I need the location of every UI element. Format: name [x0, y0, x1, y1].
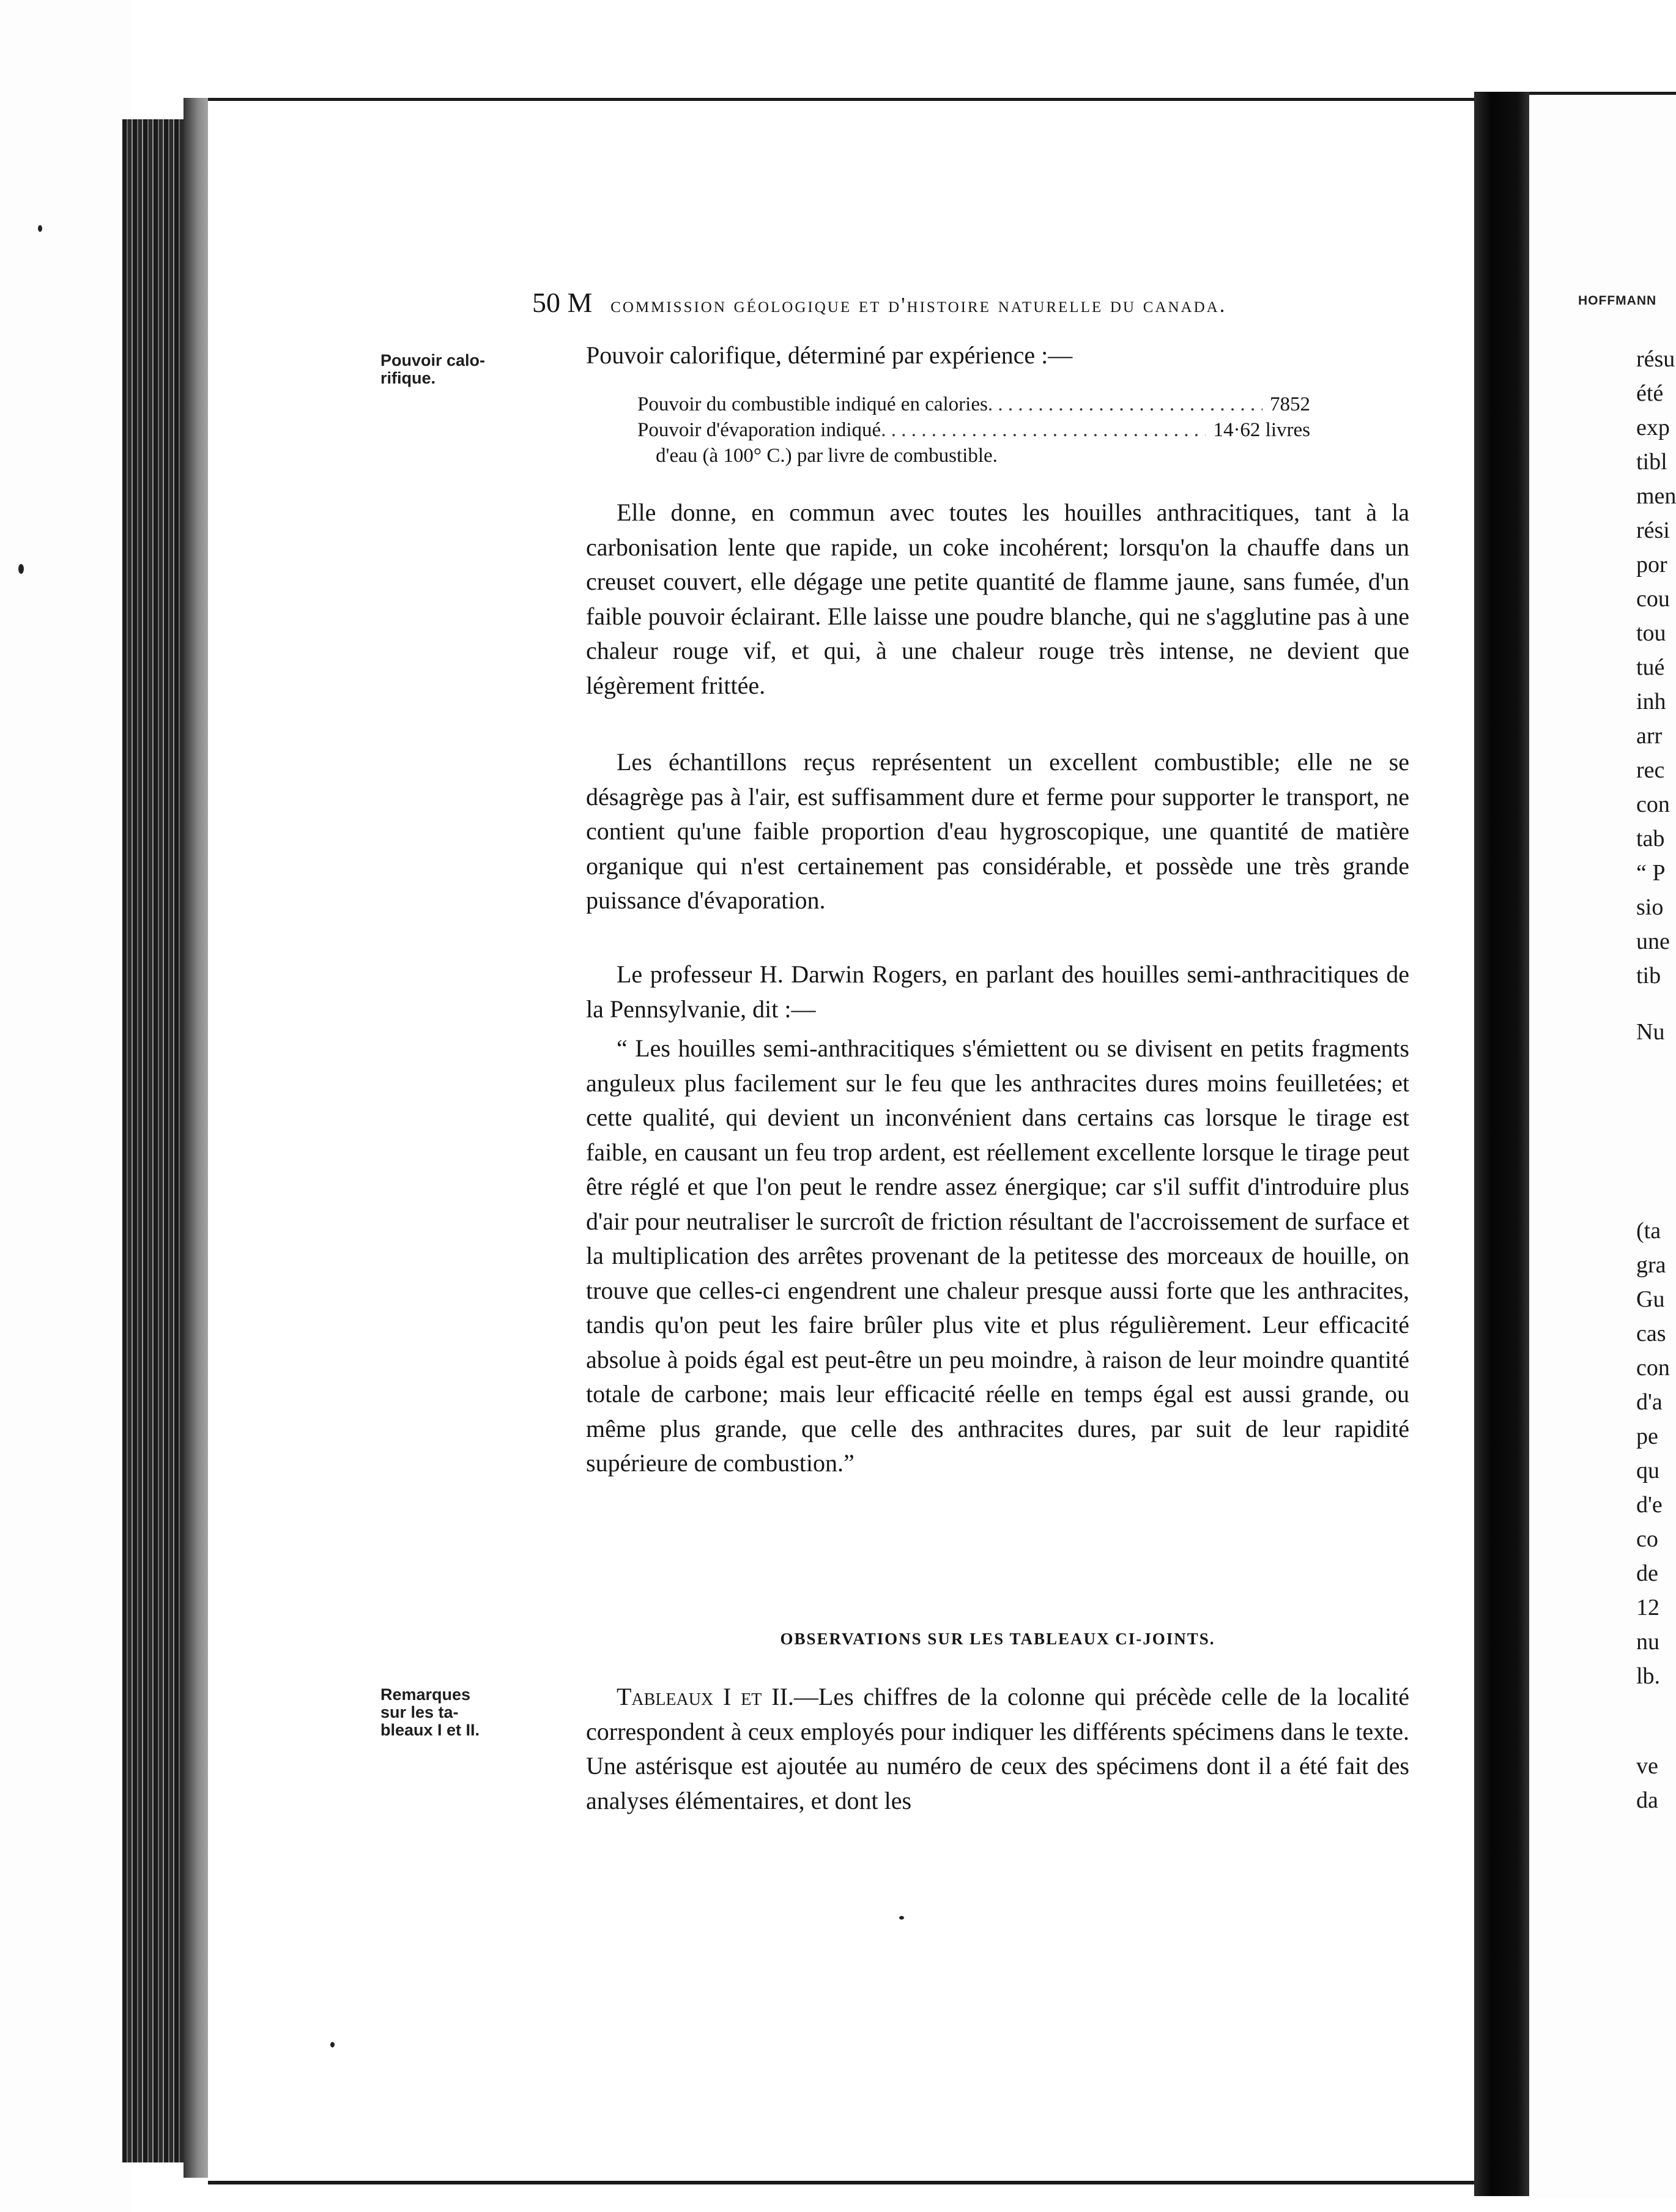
- right-page-fragment: de: [1636, 1561, 1658, 1586]
- right-page-fragment: tué: [1636, 655, 1665, 680]
- paragraph-text: —Les chiffres de la colonne qui précède celle de la localité correspondent à ceux employés pour indiquer les différents spécimens dans le texte. Une astérisque est ajoutée au numéro de ceux des spécimens dont il a été fait des analyses élémentaires, et dont les: [586, 1683, 1409, 1814]
- right-page-fragment: nu: [1636, 1629, 1659, 1655]
- right-page-fragment: (ta: [1636, 1218, 1661, 1244]
- right-page-fragment: lb.: [1636, 1663, 1661, 1689]
- tech-value: 14·62 livres: [1213, 419, 1310, 441]
- section-heading: OBSERVATIONS SUR LES TABLEAUX CI-JOINTS.: [780, 1630, 1215, 1648]
- right-page: [1529, 92, 1676, 2199]
- right-page-fragment: une: [1636, 929, 1670, 954]
- running-title: commission géologique et d'histoire naturelle du canada.: [610, 293, 1227, 317]
- leader-dots: [988, 392, 1263, 417]
- right-page-fragment: por: [1636, 552, 1667, 577]
- right-page-fragment: sio: [1636, 894, 1664, 920]
- scan-speck: [38, 225, 42, 232]
- paragraph-rogers: Le professeur H. Darwin Rogers, en parlant des houilles semi-anthracitiques de la Pennsylvanie, dit :—: [586, 960, 1409, 1023]
- right-page-fragment: da: [1636, 1787, 1658, 1813]
- running-head: [532, 286, 1382, 319]
- right-page-fragment: exp: [1636, 415, 1670, 440]
- right-page-fragment: cas: [1636, 1321, 1666, 1346]
- right-page-fragment: résu: [1636, 346, 1675, 372]
- right-page-fragment: co: [1636, 1526, 1658, 1552]
- right-page-fragment: con: [1636, 792, 1670, 817]
- intro-line: Pouvoir calorifique, déterminé par expérience :—: [586, 341, 1073, 369]
- book-spine: [122, 119, 190, 2162]
- paragraph-tableaux: [586, 1680, 1409, 1818]
- right-page-fragment: été: [1636, 380, 1664, 406]
- margin-note-remarques: Remarques sur les ta- bleaux I et II.: [380, 1685, 480, 1739]
- right-page-fragment: d'e: [1636, 1492, 1663, 1518]
- right-page-fragment: 12: [1636, 1595, 1659, 1620]
- margin-note-pouvoir: Pouvoir calo- rifique.: [380, 351, 486, 387]
- right-page-fragment: men: [1636, 483, 1676, 509]
- tech-row-continuation: [637, 443, 1310, 469]
- paragraph-coke: Elle donne, en commun avec toutes les houilles anthracitiques, tant à la carbonisation lente que rapide, un coke incohérent; lorsqu'on la chauffe dans un creuset couvert, elle dégage une petite quantité de flamme jaune, sans fumée, d'un faible pouvoir éclairant. Elle laisse une poudre blanche, qui ne s'agglutine pas à une chaleur rouge vif, et qui, à une chaleur rouge très intense, ne devient que légèrement frittée.: [586, 499, 1409, 699]
- page-number: 50 M: [532, 287, 593, 318]
- tech-label: Pouvoir du combustible indiqué en calories: [637, 393, 988, 415]
- right-page-fragment: gra: [1636, 1252, 1666, 1278]
- right-page-fragment: Nu: [1636, 1019, 1665, 1045]
- scan-speck: [18, 564, 24, 574]
- right-page-fragment: ve: [1636, 1753, 1658, 1779]
- gutter-shadow: [1474, 92, 1532, 2196]
- leader-dots: [881, 417, 1206, 443]
- right-page-fragment: pe: [1636, 1423, 1658, 1449]
- right-page-fragment: tou: [1636, 620, 1666, 646]
- tech-label: d'eau (à 100° C.) par livre de combustible.: [656, 445, 998, 467]
- scan-speck: [899, 1916, 904, 1920]
- paragraph-lead: Tableaux I et II.: [617, 1683, 794, 1710]
- right-page-fragment: cou: [1636, 586, 1670, 612]
- right-page-fragment: con: [1636, 1355, 1670, 1381]
- right-page-fragment: qu: [1636, 1458, 1659, 1483]
- right-page-fragment: tibl: [1636, 449, 1667, 475]
- right-page-fragment: rési: [1636, 518, 1670, 543]
- right-page-fragment: Gu: [1636, 1286, 1665, 1312]
- paragraph-quotation: “ Les houilles semi-anthracitiques s'émiettent ou se divisent en petits fragments anguleux plus facilement sur le feu que les anthracites dures moins feuilletées; et cette qualité, qui devient un inconvénient dans certains cas lorsque le tirage est faible, en causant un feu trop ardent, est réellement excellente lorsque le tirage peut être réglé et que l'on peut le rendre assez énergique; car s'il suffit d'introduire plus d'air pour neutraliser le surcroît de friction résultant de l'accroissement de surface et la multiplication des arrêtes provenant de la petitesse des morceaux de houille, on trouve que celles-ci engendrent une chaleur presque aussi forte que les anthracites, tandis qu'on peut les faire brûler plus vite et plus régulièrement. Leur efficacité absolue à poids égal est peut-être un peu moindre, à raison de leur moindre quantité totale de carbone; mais leur efficacité réelle en temps égal est aussi grande, ou même plus grande, que celle des anthracites dures, par suit de leur rapidité supérieure de combustion.”: [586, 1034, 1409, 1477]
- tech-value: 7852: [1270, 393, 1310, 415]
- right-page-fragment: arr: [1636, 723, 1663, 749]
- tech-row-calories: [637, 392, 1310, 417]
- tech-label: Pouvoir d'évaporation indiqué: [637, 419, 881, 441]
- technical-block: [637, 392, 1310, 469]
- paragraph-echantillons: Les échantillons reçus représentent un excellent combustible; elle ne se désagrège pas à l'air, est suffisamment dure et ferme pour supporter le transport, ne contient qu'une faible proportion d'eau hygroscopique, une quantité de matière organique qui n'est certainement pas considérable, et possède une très grande puissance d'évaporation.: [586, 748, 1409, 914]
- right-page-fragment: d'a: [1636, 1389, 1663, 1415]
- right-page-fragment: “ P: [1636, 860, 1666, 886]
- scan-speck: [330, 2042, 335, 2047]
- scan-margin: [0, 0, 132, 2212]
- right-page-head: HOFFMANN: [1578, 294, 1657, 308]
- right-page-fragment: inh: [1636, 689, 1666, 714]
- tech-row-evaporation: [637, 417, 1310, 443]
- right-page-fragment: rec: [1636, 757, 1665, 783]
- right-page-fragment: tab: [1636, 826, 1665, 852]
- right-page-fragment: tib: [1636, 963, 1661, 989]
